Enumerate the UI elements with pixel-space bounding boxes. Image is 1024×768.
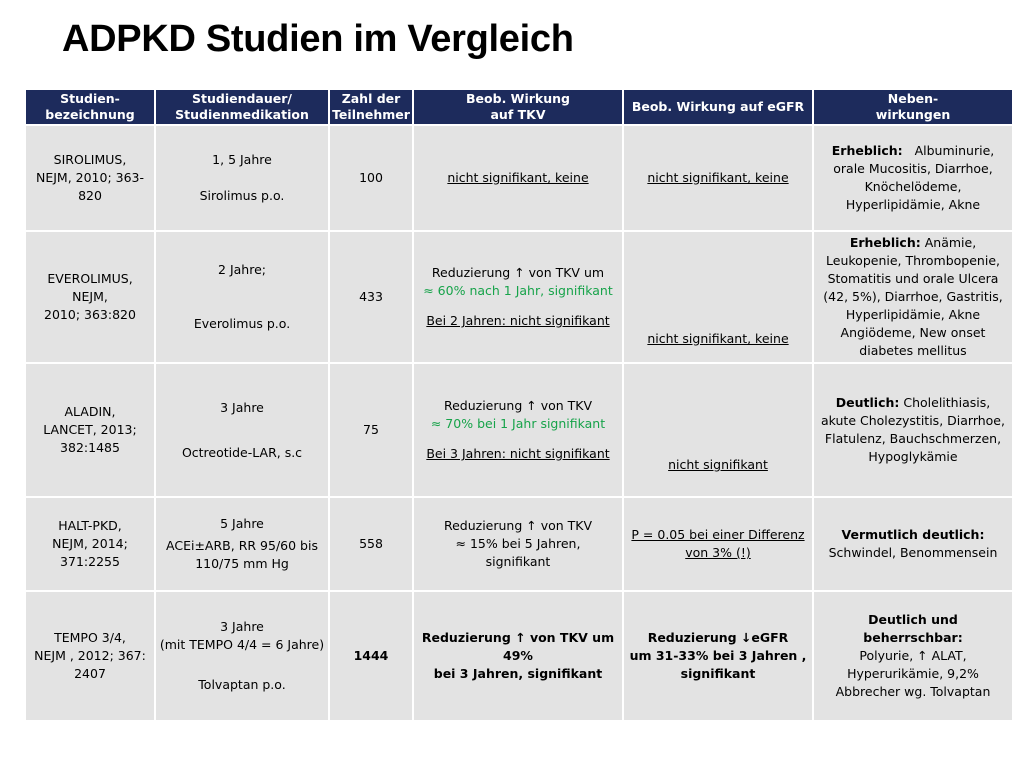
side-effects-cell — [814, 498, 1012, 590]
study-name-line: 2010; 363:820 — [44, 307, 136, 322]
study-name-line: NEJM, — [72, 289, 108, 304]
participants-cell: 1444 — [330, 592, 412, 720]
tkv-highlight: 49% — [503, 648, 533, 663]
side-effects-label: Vermutlich deutlich: — [841, 527, 985, 542]
medication-text: Octreotide-LAR, s.c — [181, 444, 303, 460]
duration-cell — [156, 126, 328, 230]
tkv-cell — [414, 592, 622, 720]
header-text: Studienmedikation — [175, 107, 309, 122]
study-name-line: EVEROLIMUS, — [47, 271, 133, 286]
egfr-cell — [624, 126, 812, 230]
side-effects-label: Deutlich und beherrschbar: — [863, 612, 963, 645]
participants-cell: 433 — [330, 232, 412, 362]
table-row — [26, 126, 1012, 230]
duration-text: 1, 5 Jahre — [212, 152, 272, 167]
duration-text: 2 Jahre; — [218, 262, 266, 277]
comparison-table — [24, 88, 1014, 722]
study-name-line: 371:2255 — [60, 554, 120, 569]
duration-note: (mit TEMPO 4/4 = 6 Jahre) — [159, 637, 325, 652]
duration-cell — [156, 364, 328, 496]
medication-text: Everolimus p.o. — [193, 316, 291, 331]
header-participants — [330, 90, 412, 124]
side-effects-text: Albuminurie, orale Mucositis, Diarrhoe, Knöchelödeme, Hyperlipidämie, Akne — [833, 143, 995, 212]
side-effects-label: Deutlich: — [835, 395, 900, 410]
header-text: Neben- — [887, 91, 939, 106]
medication-text: Sirolimus p.o. — [199, 188, 285, 203]
study-name-line: TEMPO 3/4, — [54, 630, 126, 645]
study-name-cell — [26, 364, 154, 496]
side-effects-cell — [814, 592, 1012, 720]
medication-text: Tolvaptan p.o. — [198, 677, 286, 692]
tkv-text: ≈ 15% bei 5 Jahren, — [455, 536, 581, 551]
study-name-line: NEJM, 2014; — [52, 536, 128, 551]
header-text: Studien- — [60, 91, 120, 106]
tkv-highlight: Reduzierung ↑ von TKV um — [421, 630, 615, 645]
medication-text: ACEi±ARB, RR 95/60 bis 110/75 mm Hg — [166, 538, 318, 571]
egfr-cell — [624, 232, 812, 362]
table-row — [26, 232, 1012, 362]
egfr-text: nicht signifikant, keine — [647, 331, 789, 346]
study-name-line: SIROLIMUS, — [53, 152, 127, 167]
duration-text: 3 Jahre — [220, 399, 264, 415]
header-duration-medication — [156, 90, 328, 124]
table-row — [26, 592, 1012, 720]
tkv-highlight: bei 3 Jahren, signifikant — [433, 666, 603, 681]
study-name-cell — [26, 232, 154, 362]
tkv-text: signifikant — [485, 554, 551, 569]
egfr-cell — [624, 498, 812, 590]
table-row — [26, 364, 1012, 496]
study-name-line: ALADIN, — [64, 404, 116, 419]
header-text: Teilnehmer — [332, 107, 410, 122]
tkv-text: nicht signifikant, keine — [447, 170, 589, 185]
header-text: Zahl der — [341, 91, 401, 106]
egfr-highlight: Reduzierung ↓eGFR — [647, 630, 789, 645]
tkv-text: Bei 2 Jahren: nicht signifikant — [426, 313, 610, 328]
header-text: wirkungen — [875, 107, 951, 122]
duration-cell — [156, 498, 328, 590]
side-effects-cell — [814, 364, 1012, 496]
header-text: Studiendauer/ — [192, 91, 292, 106]
header-text: bezeichnung — [45, 107, 135, 122]
study-name-line: 382:1485 — [60, 440, 120, 455]
egfr-text: von 3% (!) — [685, 545, 751, 560]
side-effects-cell — [814, 232, 1012, 362]
page-title: ADPKD Studien im Vergleich — [62, 18, 574, 60]
table-row — [26, 498, 1012, 590]
egfr-text: nicht signifikant, keine — [647, 170, 789, 185]
egfr-cell — [624, 364, 812, 496]
side-effects-text: Anämie, Leukopenie, Thrombopenie, Stomatitis und orale Ulcera (42, 5%), Diarrhoe, Gastritis, Hyperlipidämie, Akne Angiödeme, New onset diabetes mellitus — [823, 235, 1003, 358]
participants-cell: 75 — [330, 364, 412, 496]
side-effects-text: Polyurie, ↑ ALAT, Hyperurikämie, 9,2% Abbrecher wg. Tolvaptan — [835, 648, 991, 699]
duration-text: 5 Jahre — [220, 516, 264, 531]
egfr-cell — [624, 592, 812, 720]
study-name-cell — [26, 498, 154, 590]
header-text: Beob. Wirkung — [466, 91, 570, 106]
header-study-name — [26, 90, 154, 124]
side-effects-label: Erheblich: — [849, 235, 921, 250]
study-name-line: 2407 — [74, 666, 106, 681]
study-name-line: 820 — [78, 188, 102, 203]
table-header-row — [26, 90, 1012, 124]
header-text: Beob. Wirkung auf eGFR — [631, 99, 805, 114]
study-name-line: LANCET, 2013; — [43, 422, 137, 437]
study-name-line: NEJM , 2012; 367: — [34, 648, 146, 663]
duration-text: 3 Jahre — [220, 619, 264, 634]
header-text: auf TKV — [490, 107, 546, 122]
tkv-text: Reduzierung ↑ von TKV um — [431, 265, 605, 280]
egfr-text: nicht signifikant — [668, 457, 768, 472]
duration-cell — [156, 592, 328, 720]
egfr-highlight: signifikant — [680, 666, 756, 681]
tkv-text: Bei 3 Jahren: nicht signifikant — [426, 446, 610, 461]
side-effects-cell — [814, 126, 1012, 230]
participants-cell: 100 — [330, 126, 412, 230]
tkv-text: Reduzierung ↑ von TKV — [443, 398, 593, 413]
tkv-cell — [414, 364, 622, 496]
egfr-text: P = 0.05 bei einer Differenz — [631, 527, 805, 542]
duration-cell — [156, 232, 328, 362]
side-effects-text: Cholelithiasis, akute Cholezystitis, Diarrhoe, Flatulenz, Bauchschmerzen, Hypoglykämie — [821, 395, 1005, 464]
study-name-cell — [26, 126, 154, 230]
participants-cell: 558 — [330, 498, 412, 590]
tkv-cell — [414, 498, 622, 590]
side-effects-label: Erheblich: — [831, 143, 903, 158]
tkv-cell — [414, 232, 622, 362]
egfr-highlight: um 31-33% bei 3 Jahren , — [629, 648, 807, 663]
tkv-text: Reduzierung ↑ von TKV — [443, 518, 593, 533]
side-effects-text: Schwindel, Benommensein — [828, 545, 998, 560]
tkv-highlight: ≈ 70% bei 1 Jahr signifikant — [430, 416, 606, 431]
study-name-line: NEJM, 2010; 363- — [35, 170, 145, 185]
study-name-cell — [26, 592, 154, 720]
tkv-highlight: ≈ 60% nach 1 Jahr, signifikant — [423, 283, 613, 298]
study-name-line: HALT-PKD, — [58, 518, 122, 533]
header-tkv-effect — [414, 90, 622, 124]
header-side-effects — [814, 90, 1012, 124]
tkv-cell — [414, 126, 622, 230]
header-egfr-effect — [624, 90, 812, 124]
